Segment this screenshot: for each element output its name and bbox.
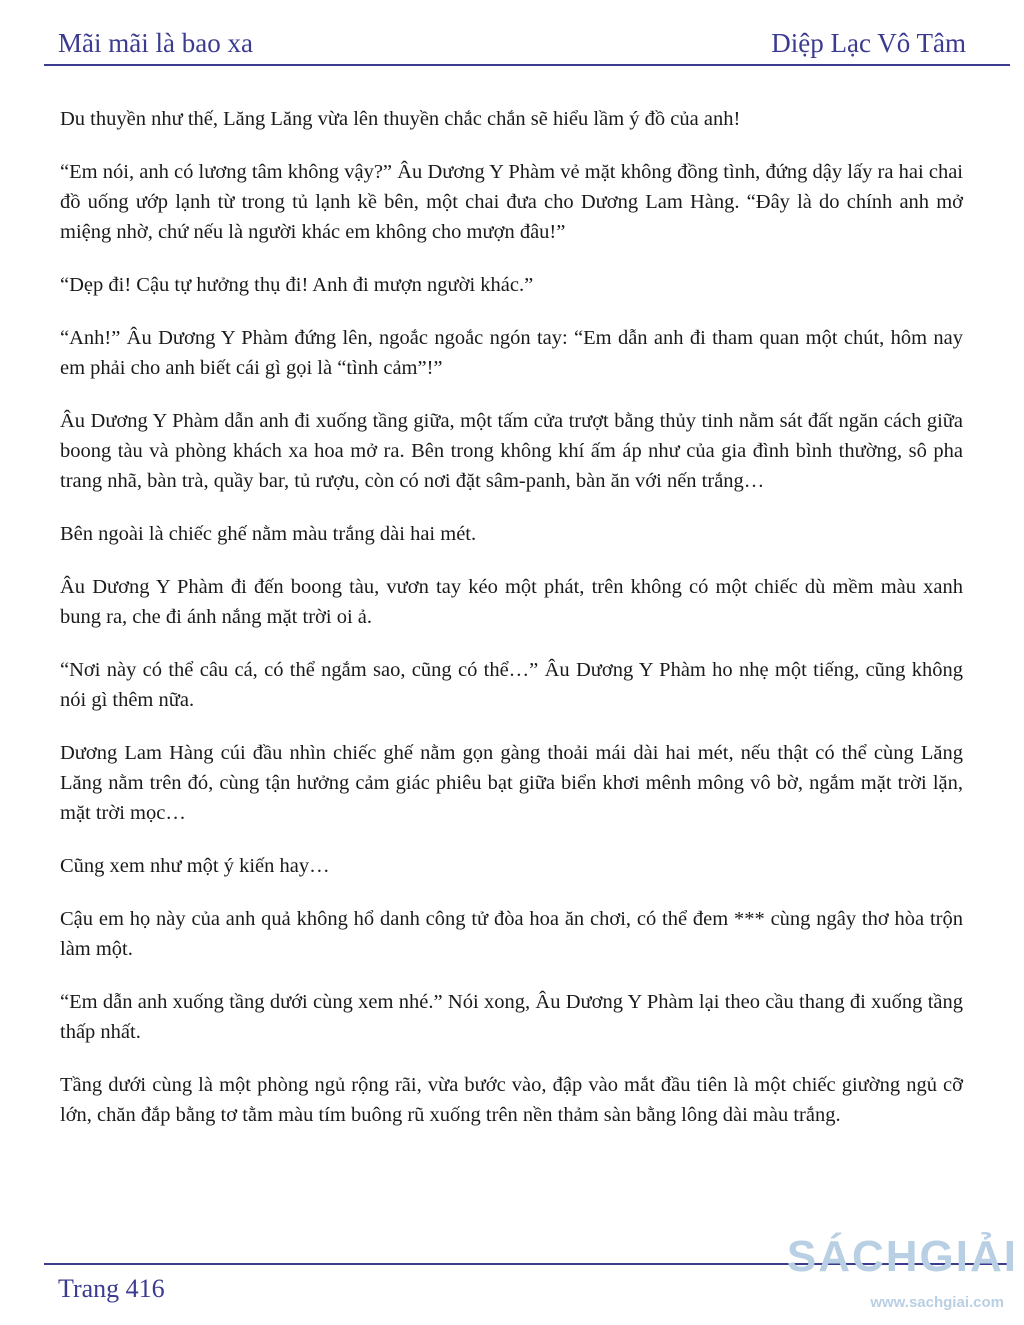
watermark-brand: SÁCHGIẢI — [786, 1232, 1018, 1281]
paragraph: Tầng dưới cùng là một phòng ngủ rộng rãi, vừa bước vào, đập vào mắt đầu tiên là một chiếc giường ngủ cỡ lớn, chăn đắp bằng tơ tằm màu tím buông rũ xuống trên nền thảm sàn bằng lông dài màu trắng. — [60, 1074, 963, 1126]
paragraph: “Em nói, anh có lương tâm không vậy?” Âu Dương Y Phàm vẻ mặt không đồng tình, đứng dậy lấy ra hai chai đồ uống ướp lạnh từ trong tủ lạnh kề bên, một chai đưa cho Dương Lam Hàng. “Đây là do chính anh mở miệng nhờ, chứ nếu là người khác em không cho mượn đâu!” — [60, 161, 963, 243]
paragraph: Bên ngoài là chiếc ghế nằm màu trắng dài hai mét. — [60, 523, 477, 545]
paragraph: Âu Dương Y Phàm dẫn anh đi xuống tầng giữa, một tấm cửa trượt bằng thủy tinh nằm sát đất ngăn cách giữa boong tàu và phòng khách xa hoa mở ra. Bên trong không khí ấm áp như của gia đình bình thường, sô pha trang nhã, bàn trà, quầy bar, tủ rượu, còn có nơi đặt sâm-panh, bàn ăn với nến trắng… — [60, 410, 963, 492]
watermark-logo — [786, 1232, 1018, 1322]
paragraph: “Nơi này có thể câu cá, có thể ngắm sao, cũng có thể…” Âu Dương Y Phàm ho nhẹ một tiếng, cũng không nói gì thêm nữa. — [60, 659, 963, 711]
paragraph: Cũng xem như một ý kiến hay… — [60, 855, 330, 877]
header-divider — [44, 64, 1010, 66]
paragraph: Cậu em họ này của anh quả không hổ danh công tử đòa hoa ăn chơi, có thể đem *** cùng ngây thơ hòa trộn làm một. — [60, 908, 963, 960]
paragraph: “Dẹp đi! Cậu tự hưởng thụ đi! Anh đi mượn người khác.” — [60, 274, 534, 296]
paragraph: Dương Lam Hàng cúi đầu nhìn chiếc ghế nằm gọn gàng thoải mái dài hai mét, nếu thật có thể cùng Lăng Lăng nằm trên đó, cùng tận hưởng cảm giác phiêu bạt giữa biển khơi mênh mông vô bờ, ngắm mặt trời lặn, mặt trời mọc… — [60, 742, 963, 824]
page-body — [60, 104, 963, 1153]
paragraph: Âu Dương Y Phàm đi đến boong tàu, vươn tay kéo một phát, trên không có một chiếc dù mềm màu xanh bung ra, che đi ánh nắng mặt trời oi ả. — [60, 576, 963, 628]
watermark-url: www.sachgiai.com — [870, 1294, 1004, 1311]
paragraph: “Em dẫn anh xuống tầng dưới cùng xem nhé.” Nói xong, Âu Dương Y Phàm lại theo cầu thang đi xuống tầng thấp nhất. — [60, 991, 963, 1043]
author-name: Diệp Lạc Vô Tâm — [771, 28, 966, 58]
book-title: Mãi mãi là bao xa — [58, 28, 253, 58]
paragraph: Du thuyền như thế, Lăng Lăng vừa lên thuyền chắc chắn sẽ hiểu lầm ý đồ của anh! — [60, 108, 741, 130]
paragraph: “Anh!” Âu Dương Y Phàm đứng lên, ngoắc ngoắc ngón tay: “Em dẫn anh đi tham quan một chút, hôm nay em phải cho anh biết cái gì gọi là “tình cảm”!” — [60, 327, 963, 379]
page-number: Trang 416 — [58, 1274, 165, 1303]
